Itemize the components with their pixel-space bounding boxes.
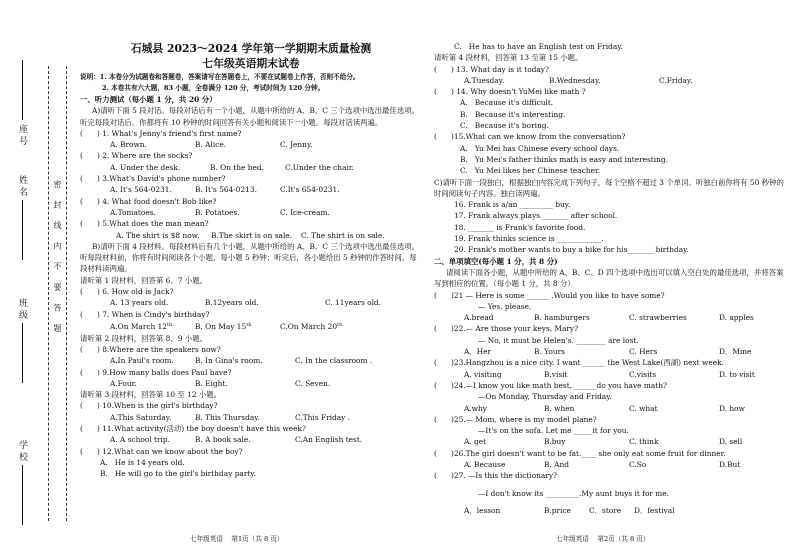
option-a: A. The shirt is $8 now. xyxy=(116,230,200,240)
class-field xyxy=(16,298,29,383)
option-c: C. Seven. xyxy=(295,378,331,388)
question-12-option-c: C. He has to have an English test on Friday. xyxy=(454,42,623,51)
question-22: ( )22.— Are those your keys, Mary? xyxy=(434,324,579,334)
page-footer-left: 七年级英语 第1页（共 8 页） xyxy=(190,535,284,543)
option-a: A．Her xyxy=(464,347,492,357)
section-2-heading: 二、单项填空(每小题 1 分，共 8 分) xyxy=(434,256,558,266)
seat-label: 座 号 xyxy=(17,124,27,145)
question-21-reply: — Yes, please. xyxy=(478,301,532,311)
option-b: B. It's 564-0213. xyxy=(195,185,257,195)
right-column xyxy=(434,41,784,516)
question-9-options xyxy=(80,378,422,389)
option-a: A.Four. xyxy=(110,378,137,388)
question-1: ( ) 1. What's Jenny's friend's first name? xyxy=(80,128,242,138)
option-a: A. Because xyxy=(464,459,506,469)
section-2-instructions: 请阅读下面各小题，从题中所给的 A、B、C、D 四个选项中选出可以填入空白处的最佳选项，并将答案写到相应的位置。（每小题 1 分，共 8 分） xyxy=(434,267,784,289)
question-3-options xyxy=(80,184,422,195)
name-field xyxy=(16,175,29,260)
exam-title: 石城县 2023～2024 学年第一学期期末质量检测 xyxy=(130,42,372,55)
material-2-note: 请听第 2 段材料，回答第 8、9 小题。 xyxy=(80,333,207,343)
exam-subtitle: 七年级英语期末试卷 xyxy=(202,57,300,70)
option-a: A. get xyxy=(464,437,487,447)
option-b: B.price xyxy=(544,505,571,515)
option-b: B. Alice. xyxy=(195,140,227,150)
option-a: A.In Paul's room. xyxy=(110,356,174,366)
name-label: 姓 名 xyxy=(17,175,27,196)
question-25-reply: —It's on the sofa. Let me _____it for you. xyxy=(478,426,629,436)
option-b: B. when xyxy=(544,403,575,413)
question-20: 20. Frank's mother wants to buy a bike for his_______ birthday. xyxy=(454,245,689,255)
question-4-options xyxy=(80,207,422,218)
option-d: D．festival xyxy=(634,505,675,515)
option-a: A.On March $12^{th.}$ xyxy=(110,321,174,332)
option-c: C.Under the chair. xyxy=(285,162,354,172)
option-c: C.It's 654-0231. xyxy=(280,185,340,195)
material-1-note: 请听第 1 段材料，回答第 6、7 小题。 xyxy=(80,275,207,285)
option-b: B. This Thursday. xyxy=(195,412,260,422)
option-a: A. visiting xyxy=(464,369,502,379)
school-field xyxy=(16,440,29,525)
material-4-note: 请听第 4 段材料，回答第 13 至第 15 小题。 xyxy=(434,53,583,63)
option-c: C. Jenny. xyxy=(280,140,313,150)
section-1-heading: 一、听力测试（每小题 1 分，共 20 分） xyxy=(80,95,217,104)
option-b: B. And xyxy=(544,459,569,469)
option-b: B. Yours xyxy=(534,347,565,357)
option-c: C. think xyxy=(629,437,659,447)
option-b: B.12years old. xyxy=(205,298,259,308)
option-a: A. It's 564-0231. xyxy=(110,185,172,195)
question-23-options xyxy=(434,369,784,380)
option-c: C. In the classroom . xyxy=(295,356,373,366)
option-c: C.Friday. xyxy=(659,75,693,85)
question-15-option-b: B. Yu Mei's father thinks math is easy and interesting. xyxy=(460,154,668,164)
option-b: B.visit xyxy=(544,369,568,379)
option-d: D．Mine xyxy=(719,347,752,357)
question-5: ( ) 5.What does the man mean? xyxy=(80,219,209,229)
option-a: A. Brown. xyxy=(110,140,147,150)
option-a: A. 13 years old. xyxy=(110,298,169,308)
option-a: A. A school trip. xyxy=(110,435,170,445)
option-b: B.buy xyxy=(544,437,566,447)
school-label: 学 校 xyxy=(17,440,27,461)
question-27-reply: —I don't know its _________.My aunt buys it for me. xyxy=(478,488,670,498)
option-c: C. The shirt is on sale. xyxy=(301,230,385,240)
question-12-option-a: A. He is 14 years old. xyxy=(100,457,185,467)
option-a: A．lesson xyxy=(464,505,501,515)
question-27-options xyxy=(434,505,784,516)
question-22-options xyxy=(434,346,784,357)
option-a: A.This Saturday. xyxy=(110,412,172,422)
question-15-option-c: C. Yu Mei likes her Chinese teacher. xyxy=(460,166,601,176)
page-footer-right: 七年级英语 第2页（共 8 页） xyxy=(556,535,650,543)
question-8: ( ) 8.Where are the speakers now? xyxy=(80,345,221,354)
option-b: B. On the bed. xyxy=(210,162,264,172)
material-3-note: 请听第 3 段材料，回答第 10 至 12 小题。 xyxy=(80,390,222,400)
binding-margin xyxy=(0,0,74,550)
question-25-options xyxy=(434,436,784,447)
part-a-instructions: A)请听下面 5 段对话。每段对话后有一个小题，从题中所给的 A、B、C 三个选项中选出最佳选项。听完每段对话后，你都将有 10 秒钟的时间回答有关小题和阅读下一小题。每段对话读两遍。 xyxy=(80,106,419,127)
option-c: C. Ice-cream. xyxy=(280,207,330,217)
option-a: A. Under the desk. xyxy=(110,162,181,172)
question-2: ( ) 2. Where are the socks? xyxy=(80,151,193,161)
question-4: ( ) 4. What food doesn't Bob like? xyxy=(80,196,217,206)
question-23: ( )23.Hangzhou is a nice city. I want ______ the West Lake(西湖) next week. xyxy=(434,358,724,368)
question-7-options xyxy=(80,320,422,333)
instructions-note1: 说明：1. 本卷分为试题卷和答题卷，答案请写在答题卷上，不要在试题卷上作答，否则不给分。 xyxy=(80,73,360,81)
question-11-options xyxy=(80,434,422,445)
question-15-option-a: A. Yu Mei has Chinese every school days. xyxy=(460,143,620,153)
seal-line-inner xyxy=(66,66,67,521)
option-d: D. apples xyxy=(719,313,754,323)
option-a: A.Tuesday. xyxy=(464,75,505,85)
seal-text: 密 封 线 内 不 要 答 题 xyxy=(53,180,62,337)
option-c: C.So xyxy=(629,459,647,469)
question-24-reply: —On Monday, Thursday and Friday. xyxy=(478,392,612,402)
question-7: ( ) 7. When is Cindy's birthday? xyxy=(80,309,210,319)
question-25: ( )25.— Mom, where is my model plane? xyxy=(434,414,597,424)
question-19: 19. Frank thinks science is ____________. xyxy=(454,234,604,244)
option-c: C.An English test. xyxy=(295,435,363,445)
option-a: A.why xyxy=(464,403,487,413)
question-26-options xyxy=(434,459,784,470)
option-c: C. strawberries xyxy=(629,313,687,323)
option-c: C. 11years old. xyxy=(325,298,382,308)
question-12-option-b: B. He will go to the girl's birthday party. xyxy=(100,469,256,479)
question-22-reply: — No, it must be Helen's. ________ are lost. xyxy=(478,335,639,345)
option-b: B. Potatoes. xyxy=(195,207,240,217)
question-17: 17. Frank always plays _______ after school. xyxy=(454,211,618,221)
question-10: ( ) 10.When is the girl's birthday? xyxy=(80,401,218,411)
option-b: B.The skirt is on sale. xyxy=(211,230,293,240)
question-13-options xyxy=(434,75,784,86)
option-c: C.visits xyxy=(629,369,657,379)
option-c: C.On March $20^{th.}$ xyxy=(280,321,344,332)
question-14-option-a: A. Because it's difficult. xyxy=(460,98,554,108)
part-c-instructions: C)请听下面一段独白，根据独白内容完成下列句子，每个空格不超过 3 个单词。听独白前你将有 50 秒钟的时间阅读句子内容。独白读两遍。 xyxy=(434,177,784,198)
option-b: B. hamburgers xyxy=(534,313,590,323)
option-b: B. A book sale. xyxy=(195,435,251,445)
question-2-options xyxy=(80,162,422,173)
option-d: D. to visit xyxy=(719,369,755,379)
question-16: 16. Frank is a/an _________ buy. xyxy=(454,200,571,210)
question-24: ( )24.—I know you like math best, ______do you have math? xyxy=(434,380,667,390)
option-d: D. how xyxy=(719,403,745,413)
seal-line-outer xyxy=(48,66,49,521)
question-10-options xyxy=(80,412,422,423)
option-a: A.Tomatoes. xyxy=(110,207,156,217)
question-15: ( )15.What can we know from the conversation? xyxy=(434,132,626,142)
option-c: C. what xyxy=(629,403,658,413)
option-d: D.But xyxy=(719,459,741,469)
option-b: B. On May 15th xyxy=(195,321,252,332)
seat-field xyxy=(16,60,29,145)
question-21-options xyxy=(434,312,784,323)
question-3: ( ) 3.What's David's phone number? xyxy=(80,174,226,184)
left-column xyxy=(80,0,422,480)
question-6-options xyxy=(80,297,422,308)
question-13: ( ) 13. What day is it today? xyxy=(434,64,549,74)
question-14: ( ) 14. Why doesn't YuMei like math ? xyxy=(434,87,586,97)
option-a: A.bread xyxy=(464,313,494,323)
question-5-options xyxy=(80,230,422,241)
option-c: C．store xyxy=(589,505,622,515)
question-27: ( )27. —Is this the dictionary? xyxy=(434,471,557,481)
question-18: 18. _______ is Frank's favorite food. xyxy=(454,222,586,232)
question-8-options xyxy=(80,355,422,366)
option-b: B. In Gina's room. xyxy=(195,356,263,366)
question-12: ( ) 12.What can we know about the boy? xyxy=(80,446,243,456)
option-c: C.This Friday . xyxy=(295,412,350,422)
question-14-option-c: C. Because it's boring. xyxy=(460,121,549,131)
question-26: ( )26.The girl doesn't want to be fat.____ she only eat some fruit for dinner. xyxy=(434,448,726,458)
question-9: ( ) 9.How many balls does Paul have? xyxy=(80,367,232,377)
option-b: B.Wednesday. xyxy=(549,75,601,85)
question-14-option-b: B. Because it's interesting. xyxy=(460,109,566,119)
option-c: C. Hers xyxy=(629,347,658,357)
class-label: 班 级 xyxy=(17,298,27,319)
option-d: D. sell xyxy=(719,437,743,447)
instructions-note2: 2. 本卷共有六大题，83 小题，全卷满分 120 分，考试时间为 120 分钟。 xyxy=(102,84,325,92)
option-b: B. Eight. xyxy=(195,378,228,388)
question-11: ( ) 11.What activity(活动) the boy doesn't have this week? xyxy=(80,424,306,434)
question-6: ( ) 6. How old is Jack? xyxy=(80,287,174,297)
question-21: ( )21 — Here is some ______ .Would you like to have some? xyxy=(434,290,665,300)
part-b-instructions: B)请听下面 4 段材料。每段材料后有几个小题，从题中所给的 A、B、C 三个选项中选出最佳选项。听每段材料前，你将有时间阅读各个小题，每小题 5 秒钟；听完后，各小题给出 5 秒钟的作答时间。每段材料读两遍。 xyxy=(80,241,420,274)
question-24-options xyxy=(434,403,784,414)
question-1-options xyxy=(80,139,422,150)
